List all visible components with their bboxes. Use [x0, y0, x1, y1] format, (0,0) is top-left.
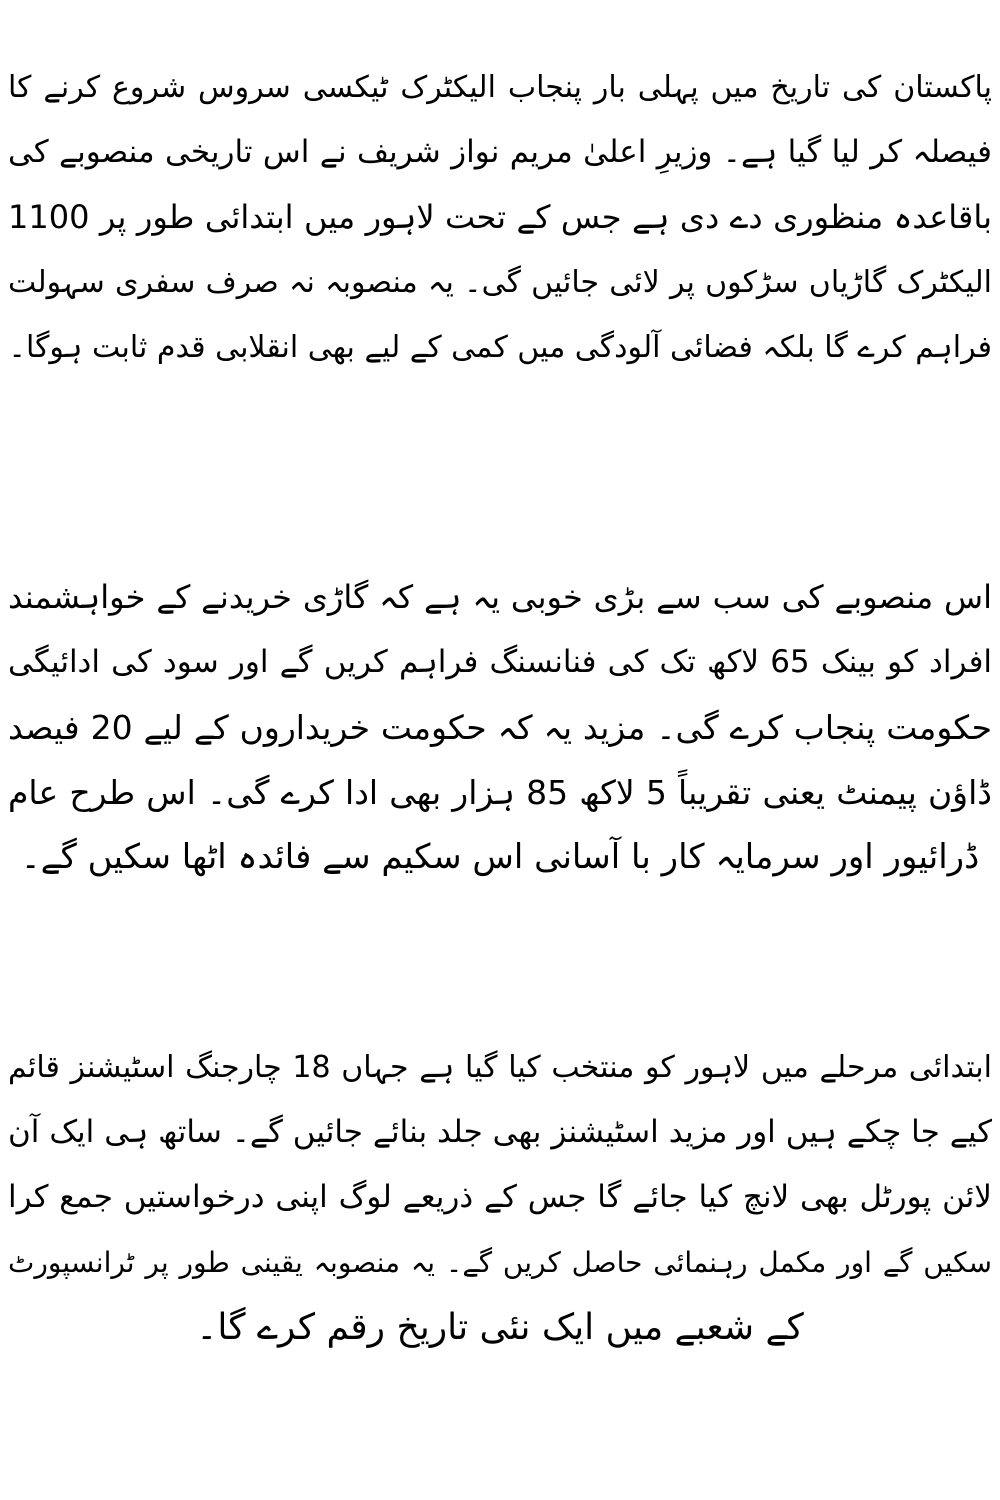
paragraph-line: اس منصوبے کی سب سے بڑی خوبی یہ ہے کہ گاڑی خریدنے کے خواہشمند [8, 578, 992, 616]
paragraph-line: ابتدائی مرحلے میں لاہور کو منتخب کیا گیا ہے جہاں 18 چارجنگ اسٹیشنز قائم [8, 1050, 992, 1085]
paragraph-line: فراہم کرے گا بلکہ فضائی آلودگی میں کمی کے لیے بھی انقلابی قدم ثابت ہوگا۔ [8, 330, 992, 365]
paragraph-line: حکومت پنجاب کرے گی۔ مزید یہ کہ حکومت خریداروں کے لیے 20 فیصد [8, 708, 992, 747]
paragraph-line: باقاعدہ منظوری دے دی ہے جس کے تحت لاہور میں ابتدائی طور پر 1100 [8, 198, 992, 236]
paragraph-line: لائن پورٹل بھی لانچ کیا جائے گا جس کے ذریعے لوگ اپنی درخواستیں جمع کرا [8, 1179, 992, 1215]
paragraph-line: افراد کو بینک 65 لاکھ تک کی فنانسنگ فراہم کریں گے اور سود کی ادائیگی [8, 644, 992, 680]
paragraph-line: سکیں گے اور مکمل رہنمائی حاصل کریں گے۔ یہ منصوبہ یقینی طور پر ٹرانسپورٹ [8, 1246, 992, 1279]
paragraph-line: ڈاؤن پیمنٹ یعنی تقریباً 5 لاکھ 85 ہزار بھی ادا کرے گی۔ اس طرح عام [8, 773, 992, 812]
paragraph-electric-taxi-launch [8, 55, 992, 380]
paragraph-line: پاکستان کی تاریخ میں پہلی بار پنجاب الیکٹرک ٹیکسی سروس شروع کرنے کا [8, 70, 992, 105]
paragraph-line: ڈرائیور اور سرمایہ کار با آسانی اس سکیم سے فائدہ اٹھا سکیں گے۔ [20, 837, 980, 877]
paragraph-financing-details [8, 565, 992, 890]
paragraph-line: کیے جا چکے ہیں اور مزید اسٹیشنز بھی جلد بنائے جائیں گے۔ ساتھ ہی ایک آن [8, 1114, 992, 1150]
paragraph-charging-stations [8, 1035, 992, 1360]
paragraph-line: کے شعبے میں ایک نئی تاریخ رقم کرے گا۔ [196, 1307, 804, 1348]
paragraph-line: فیصلہ کر لیا گیا ہے۔ وزیرِ اعلیٰ مریم نواز شریف نے اس تاریخی منصوبے کی [8, 134, 992, 170]
paragraph-line: الیکٹرک گاڑیاں سڑکوں پر لائی جائیں گی۔ یہ منصوبہ نہ صرف سفری سہولت [8, 265, 992, 300]
